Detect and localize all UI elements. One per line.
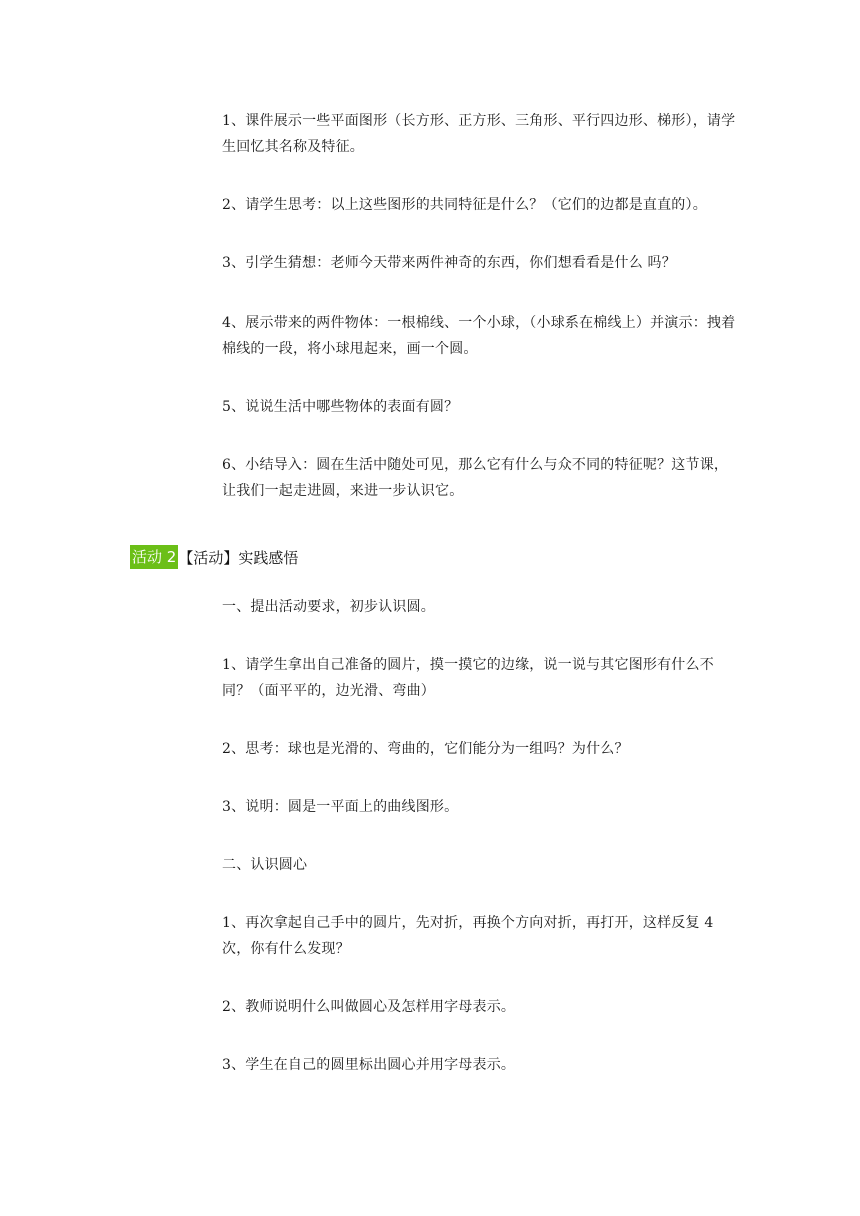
practice-step-1: 1、请学生拿出自己准备的圆片，摸一摸它的边缘，说一说与其它图形有什么不同？（面平平的，边光滑、弯曲） (222, 657, 714, 699)
intro-step-3: 3、引学生猜想：老师今天带来两件神奇的东西，你们想看看是什么 吗？ (222, 255, 676, 271)
intro-step-5: 5、说说生活中哪些物体的表面有圆？ (222, 399, 459, 415)
section-heading-1: 一、提出活动要求，初步认识圆。 (222, 599, 435, 615)
center-step-1: 1、再次拿起自己手中的圆片，先对折，再换个方向对折，再打开，这样反复 4 次，你有什么发现？ (222, 915, 714, 957)
activity-tag: 活动 2 (130, 545, 178, 569)
intro-step-1: 1、课件展示一些平面图形（长方形、正方形、三角形、平行四边形、梯形），请学生回忆其名称及特征。 (222, 113, 736, 155)
activity-title: 【活动】实践感悟 (178, 548, 299, 567)
practice-step-3: 3、说明：圆是一平面上的曲线图形。 (222, 799, 459, 815)
practice-step-2: 2、思考：球也是光滑的、弯曲的，它们能分为一组吗？为什么？ (222, 741, 629, 757)
section-heading-2: 二、认识圆心 (222, 857, 308, 873)
center-step-3: 3、学生在自己的圆里标出圆心并用字母表示。 (222, 1057, 516, 1073)
intro-step-4: 4、展示带来的两件物体：一根棉线、一个小球，（小球系在棉线上）并演示：拽着棉线的一段，将小球甩起来，画一个圆。 (222, 315, 736, 357)
activity-heading (130, 544, 298, 570)
intro-step-6: 6、小结导入：圆在生活中随处可见，那么它有什么与众不同的特征呢？这节课，让我们一起走进圆，来进一步认识它。 (222, 457, 729, 499)
center-step-2: 2、教师说明什么叫做圆心及怎样用字母表示。 (222, 999, 516, 1015)
intro-step-2: 2、请学生思考：以上这些图形的共同特征是什么？（它们的边都是直直的）。 (222, 197, 707, 213)
